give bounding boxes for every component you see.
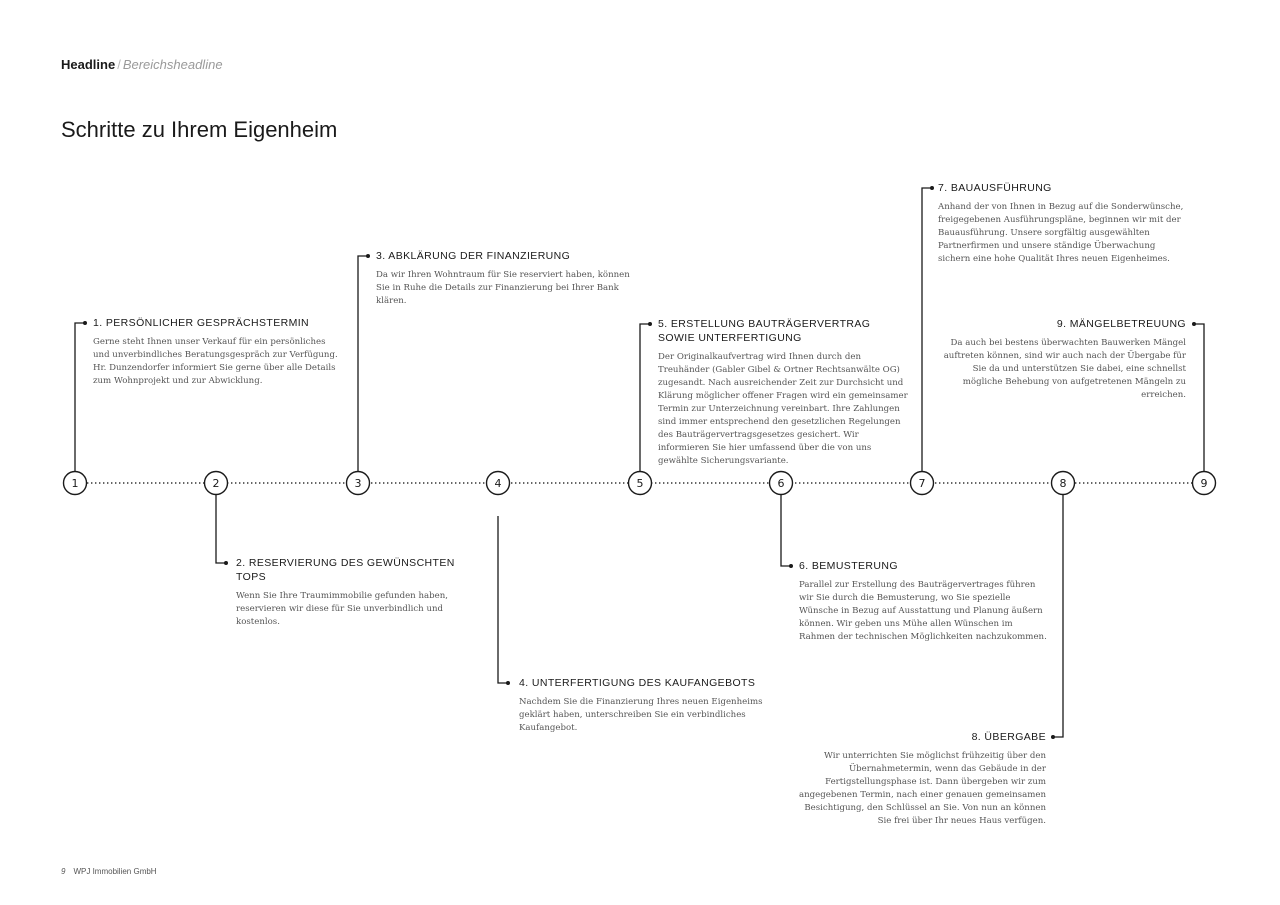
step-circle-label-1: 1 — [71, 477, 79, 490]
connector-dot-4 — [506, 681, 510, 685]
step-circle-2 — [205, 472, 228, 495]
step-title: 9. MÄNGELBETREUUNG — [1056, 318, 1186, 330]
step-description: Gerne steht Ihnen unser Verkauf für ein persönliches und unverbindliches Beratungsgespräch zur Verfügung. Hr. Dunzendorfer informiert Sie gerne über alle Details zum Wohnprojekt und zur Abwicklung. — [93, 337, 338, 386]
connector-dot-3 — [366, 254, 370, 258]
step-title: 6. BEMUSTERUNG — [799, 560, 898, 572]
connector-8 — [1053, 495, 1063, 737]
step-title: 4. UNTERFERTIGUNG DES KAUFANGEBOTS — [519, 677, 756, 689]
step-circle-label-3: 3 — [354, 477, 362, 490]
step-circle-label-4: 4 — [494, 477, 502, 490]
step-description: Da wir Ihren Wohntraum für Sie reserviert haben, können Sie in Ruhe die Details zur Finanzierung bei Ihrer Bank klären. — [376, 270, 630, 306]
page-footer — [61, 867, 157, 876]
connector-dot-9 — [1192, 322, 1196, 326]
step-description: Parallel zur Erstellung des Bauträgervertrages führen wir Sie durch die Bemusterung, wo Sie spezielle Wünsche in Bezug auf Ausstattung und Planung äußern können. Wir geben uns Mühe allen Wünschen im Rahmen der technischen Möglichkeiten nachzukommen. — [799, 580, 1047, 642]
step-9 — [934, 317, 1186, 402]
step-8 — [793, 730, 1046, 828]
header-divider: / — [117, 57, 121, 72]
step-description: Wenn Sie Ihre Traumimmobilie gefunden haben, reservieren wir diese für Sie unverbindlich und kostenlos. — [236, 591, 448, 627]
step-description: Anhand der von Ihnen in Bezug auf die Sonderwünsche, freigegebenen Ausführungspläne, beginnen wir mit der Bauausführung. Unsere sorgfältig ausgewählten Partnerfirmen und unsere ständige Überwachung sichern eine hohe Qualität Ihres neuen Eigenheimes. — [938, 202, 1184, 264]
step-title: 3. ABKLÄRUNG DER FINANZIERUNG — [376, 250, 571, 262]
connector-dot-2 — [224, 561, 228, 565]
connector-9 — [1194, 324, 1204, 471]
connector-dot-1 — [83, 321, 87, 325]
connector-dot-5 — [648, 322, 652, 326]
step-6 — [799, 559, 1051, 644]
step-description: Da auch bei bestens überwachten Bauwerken Mängel auftreten können, sind wir auch nach der Übergabe für Sie da und unterstützen Sie dabei, eine schnellst mögliche Behebung von aufgetretenen Mängeln zu erreichen. — [943, 338, 1186, 400]
page-number: 9 — [61, 867, 66, 876]
step-circle-3 — [347, 472, 370, 495]
connector-dot-6 — [789, 564, 793, 568]
step-circle-label-6: 6 — [777, 477, 785, 490]
step-circle-label-9: 9 — [1200, 477, 1208, 490]
connector-7 — [922, 188, 932, 471]
connector-4 — [498, 516, 508, 683]
step-3 — [376, 249, 638, 308]
step-description: Wir unterrichten Sie möglichst frühzeitig über den Übernahmetermin, wenn das Gebäude in der Fertigstellungsphase ist. Dann übergeben wir zum angegebenen Termin, nach einer genauen gemeinsamen Besichtigung, den Schlüssel an Sie. Von nun an können Sie frei über Ihr neues Haus verfügen. — [798, 751, 1046, 826]
step-description: Nachdem Sie die Finanzierung Ihres neuen Eigenheims geklärt haben, unterschreiben Sie ein verbindliches Kaufangebot. — [519, 697, 763, 733]
page-title: Schritte zu Ihrem Eigenheim — [61, 117, 338, 142]
headline: Headline — [61, 57, 116, 72]
step-4 — [519, 676, 779, 735]
step-circle-label-8: 8 — [1059, 477, 1067, 490]
step-title: 5. ERSTELLUNG BAUTRÄGERVERTRAG SOWIE UNTERFERTIGUNG — [658, 318, 871, 344]
step-title: 1. PERSÖNLICHER GESPRÄCHSTERMIN — [93, 317, 310, 329]
step-title: 8. ÜBERGABE — [971, 731, 1046, 743]
step-5 — [658, 317, 910, 468]
step-circle-label-7: 7 — [918, 477, 926, 490]
connector-5 — [640, 324, 650, 471]
connector-2 — [216, 495, 226, 563]
section-headline: Bereichsheadline — [122, 57, 223, 72]
step-title: 2. RESERVIERUNG DES GEWÜNSCHTEN TOPS — [236, 557, 455, 583]
step-circle-6 — [770, 472, 793, 495]
step-circle-9 — [1193, 472, 1216, 495]
step-circle-label-2: 2 — [212, 477, 220, 490]
step-description: Der Originalkaufvertrag wird Ihnen durch den Treuhänder (Gabler Gibel & Ortner Rechtsanwälte OG) zugesandt. Nach ausreichender Zeit zur Durchsicht und Klärung möglicher offener Fragen wird ein gemeinsamer Termin zur Unterzeichnung vereinbart. Ihre Zahlungen sind immer entsprechend den gesetzlichen Regelungen des Bauträgervertragsgesetzes gesichert. Wir informieren Sie hier umfassend über die von uns gewählte Sicherungsvariante. — [658, 352, 908, 466]
connector-dot-7 — [930, 186, 934, 190]
step-2 — [236, 556, 486, 629]
connector-1 — [75, 323, 85, 471]
step-circle-5 — [629, 472, 652, 495]
step-circle-label-5: 5 — [636, 477, 644, 490]
step-circle-8 — [1052, 472, 1075, 495]
connector-3 — [358, 256, 368, 471]
step-circle-7 — [911, 472, 934, 495]
step-title: 7. BAUAUSFÜHRUNG — [938, 182, 1052, 194]
connector-6 — [781, 495, 791, 566]
step-circle-4 — [487, 472, 510, 495]
connector-dot-8 — [1051, 735, 1055, 739]
step-7 — [938, 181, 1190, 266]
step-circle-1 — [64, 472, 87, 495]
company-name: WPJ Immobilien GmbH — [73, 867, 157, 876]
step-1 — [93, 316, 343, 388]
